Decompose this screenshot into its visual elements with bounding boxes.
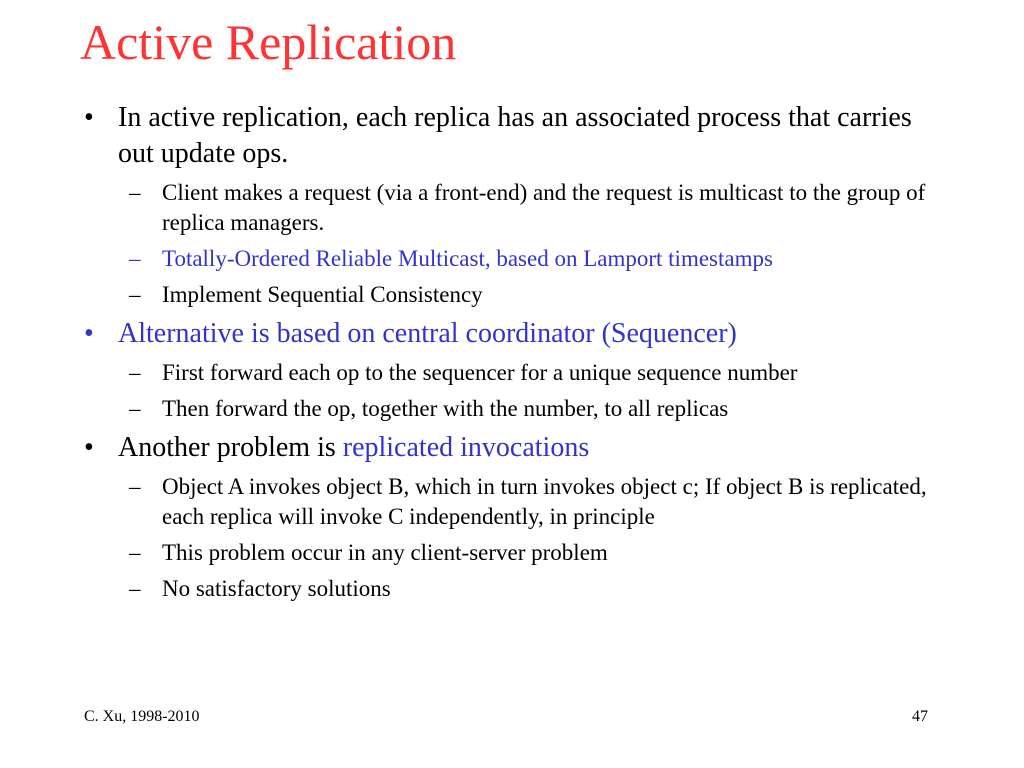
- sub-bullet-item: [0, 394, 1024, 424]
- bullet-text: Another problem is: [118, 432, 343, 463]
- sub-bullet-item: [0, 472, 1024, 532]
- bullet-marker: •: [84, 318, 94, 349]
- sub-bullet-item: [0, 358, 1024, 388]
- dash-marker: –: [129, 246, 141, 271]
- dash-marker: –: [129, 474, 141, 499]
- bullet-text: Client makes a request (via a front-end) and the request is multicast to the group of replica managers.: [162, 180, 926, 235]
- bullet-text: Then forward the op, together with the number, to all replicas: [162, 396, 729, 421]
- dash-marker: –: [129, 360, 141, 385]
- highlighted-text: replicated invocations: [342, 432, 590, 463]
- bullet-item: [0, 316, 1024, 352]
- bullet-marker: •: [84, 102, 94, 133]
- dash-marker: –: [129, 396, 141, 421]
- highlighted-text: Alternative is based on central coordinator (Sequencer): [118, 318, 737, 349]
- bullet-text: In active replication, each replica has an associated process that carries out update ops.: [118, 102, 912, 169]
- dash-marker: –: [129, 180, 141, 205]
- dash-marker: –: [129, 540, 141, 565]
- bullet-text: No satisfactory solutions: [162, 576, 391, 601]
- dash-marker: –: [129, 576, 141, 601]
- dash-marker: –: [129, 282, 141, 307]
- highlighted-text: Totally-Ordered Reliable Multicast, based on Lamport timestamps: [162, 246, 773, 271]
- bullet-item: [0, 100, 1024, 172]
- slide-title: Active Replication: [80, 14, 457, 70]
- bullet-marker: •: [84, 432, 94, 463]
- page-number: 47: [912, 708, 928, 725]
- bullet-text: First forward each op to the sequencer for a unique sequence number: [162, 360, 798, 385]
- footer-author: C. Xu, 1998-2010: [84, 708, 200, 725]
- bullet-list: [0, 100, 1024, 610]
- bullet-text: Implement Sequential Consistency: [162, 282, 483, 307]
- bullet-text: Object A invokes object B, which in turn invokes object c; If object B is replicated, each replica will invoke C independently, in principle: [162, 474, 927, 529]
- sub-bullet-item: [0, 574, 1024, 604]
- bullet-text: This problem occur in any client-server problem: [162, 540, 608, 565]
- sub-bullet-item: [0, 244, 1024, 274]
- sub-bullet-item: [0, 280, 1024, 310]
- sub-bullet-item: [0, 178, 1024, 238]
- bullet-item: [0, 430, 1024, 466]
- sub-bullet-item: [0, 538, 1024, 568]
